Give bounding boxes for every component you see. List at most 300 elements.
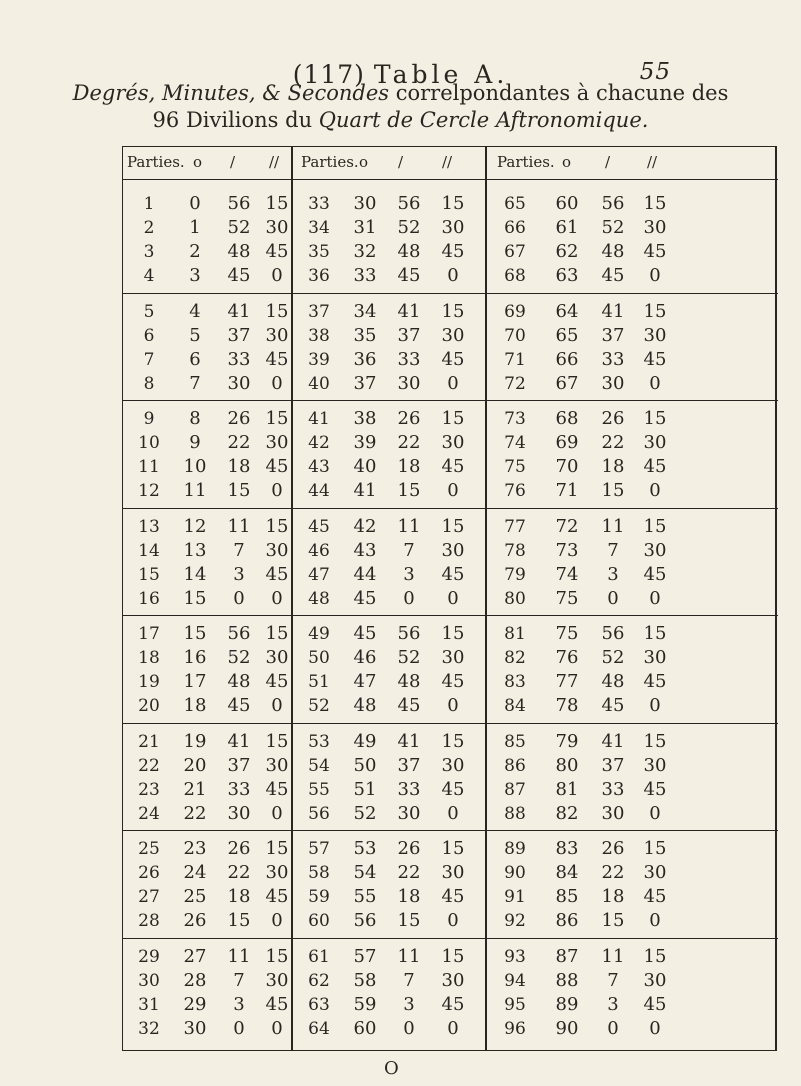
parties-cell: 33 xyxy=(308,194,330,214)
caption-ampersand: & xyxy=(262,81,281,105)
degrees-cell: 67 xyxy=(555,372,579,394)
seconds-cell: 15 xyxy=(265,730,289,752)
minutes-cell: 11 xyxy=(397,945,421,967)
minutes-cell: 26 xyxy=(227,838,251,859)
degrees-cell: 70 xyxy=(555,456,579,477)
block-divider xyxy=(293,293,487,294)
seconds-cell: 0 xyxy=(649,802,661,824)
seconds-cell: 0 xyxy=(649,587,661,609)
block-divider xyxy=(293,508,487,509)
seconds-cell: 30 xyxy=(265,432,289,453)
degrees-cell: 76 xyxy=(555,647,579,668)
minutes-cell: 18 xyxy=(227,886,251,907)
degrees-cell: 24 xyxy=(183,862,207,883)
seconds-cell: 0 xyxy=(649,265,661,286)
seconds-cell: 15 xyxy=(643,838,667,859)
seconds-cell: 0 xyxy=(271,695,283,716)
block-divider xyxy=(123,400,291,401)
seconds-cell: 15 xyxy=(643,945,667,967)
minutes-cell: 22 xyxy=(397,862,421,883)
degrees-cell: 39 xyxy=(353,432,377,453)
parties-cell: 94 xyxy=(504,970,526,991)
degrees-cell: 47 xyxy=(353,671,377,692)
parties-cell: 78 xyxy=(504,540,526,561)
minutes-cell: 52 xyxy=(227,217,251,238)
parties-cell: 38 xyxy=(308,325,330,346)
minutes-cell: 0 xyxy=(607,587,619,609)
block-divider xyxy=(123,830,291,831)
seconds-cell: 15 xyxy=(265,623,289,644)
minutes-cell: 0 xyxy=(403,587,415,609)
minutes-cell: 30 xyxy=(601,802,625,824)
parties-cell: 46 xyxy=(308,540,330,561)
seconds-cell: 15 xyxy=(265,300,289,322)
parties-cell: 63 xyxy=(308,994,330,1015)
parties-cell: 82 xyxy=(504,648,526,668)
degrees-cell: 13 xyxy=(183,539,207,561)
degrees-cell: 10 xyxy=(183,456,207,477)
parties-cell: 26 xyxy=(138,863,160,883)
minutes-cell: 37 xyxy=(601,754,625,776)
seconds-cell: 30 xyxy=(643,432,667,453)
degrees-cell: 38 xyxy=(353,408,377,429)
seconds-cell: 0 xyxy=(271,802,283,824)
seconds-cell: 0 xyxy=(271,587,283,609)
seconds-cell: 30 xyxy=(265,324,289,346)
parties-cell: 17 xyxy=(138,624,160,644)
caption-divisions: 96 Divilions du xyxy=(152,108,313,132)
minutes-cell: 45 xyxy=(227,695,251,716)
parties-cell: 50 xyxy=(308,648,330,668)
parties-cell: 21 xyxy=(138,731,160,752)
parties-cell: 40 xyxy=(308,373,330,394)
degrees-cell: 55 xyxy=(353,886,377,907)
degrees-cell: 81 xyxy=(555,778,579,800)
parties-cell: 14 xyxy=(138,540,160,561)
seconds-cell: 45 xyxy=(265,778,289,800)
header-parties: Parties. xyxy=(497,153,555,171)
parties-cell: 90 xyxy=(504,863,526,883)
minutes-cell: 33 xyxy=(227,348,251,370)
degrees-cell: 60 xyxy=(353,1017,377,1039)
seconds-cell: 15 xyxy=(441,730,465,752)
degrees-cell: 61 xyxy=(555,217,579,238)
degrees-cell: 71 xyxy=(555,480,579,501)
seconds-cell: 45 xyxy=(643,241,667,262)
minutes-cell: 48 xyxy=(227,671,251,692)
caption-secondes: Secondes xyxy=(287,81,390,105)
degrees-cell: 31 xyxy=(353,217,377,238)
minutes-cell: 26 xyxy=(601,408,625,429)
seconds-cell: 30 xyxy=(265,539,289,561)
seconds-cell: 45 xyxy=(643,886,667,907)
degrees-cell: 30 xyxy=(183,1017,207,1039)
block-divider xyxy=(487,615,778,616)
seconds-cell: 0 xyxy=(649,910,661,931)
parties-cell: 72 xyxy=(504,373,526,394)
degrees-cell: 18 xyxy=(183,695,207,716)
parties-cell: 10 xyxy=(138,433,160,453)
degrees-cell: 0 xyxy=(189,193,201,214)
block-divider xyxy=(293,400,487,401)
seconds-cell: 15 xyxy=(441,408,465,429)
parties-cell: 20 xyxy=(138,696,160,716)
seconds-cell: 30 xyxy=(643,539,667,561)
parties-cell: 53 xyxy=(308,731,330,752)
header-sec: // xyxy=(647,153,658,171)
minutes-cell: 11 xyxy=(601,515,625,537)
degrees-cell: 66 xyxy=(555,348,579,370)
minutes-cell: 18 xyxy=(227,456,251,477)
conversion-table xyxy=(122,146,777,1051)
seconds-cell: 0 xyxy=(447,802,459,824)
degrees-cell: 84 xyxy=(555,862,579,883)
minutes-cell: 41 xyxy=(397,730,421,752)
parties-cell: 23 xyxy=(138,779,160,800)
minutes-cell: 56 xyxy=(227,623,251,644)
seconds-cell: 0 xyxy=(271,1017,283,1039)
degrees-cell: 52 xyxy=(353,802,377,824)
degrees-cell: 87 xyxy=(555,945,579,967)
parties-cell: 76 xyxy=(504,481,526,501)
seconds-cell: 0 xyxy=(447,695,459,716)
seconds-cell: 15 xyxy=(643,730,667,752)
seconds-cell: 15 xyxy=(265,945,289,967)
minutes-cell: 56 xyxy=(601,623,625,644)
degrees-cell: 44 xyxy=(353,563,377,585)
block-divider xyxy=(293,723,487,724)
degrees-cell: 17 xyxy=(183,671,207,692)
parties-cell: 74 xyxy=(504,433,526,453)
seconds-cell: 15 xyxy=(643,623,667,644)
seconds-cell: 45 xyxy=(441,886,465,907)
minutes-cell: 37 xyxy=(601,324,625,346)
seconds-cell: 45 xyxy=(643,778,667,800)
block-divider xyxy=(487,723,778,724)
minutes-cell: 18 xyxy=(397,886,421,907)
seconds-cell: 45 xyxy=(441,563,465,585)
parties-cell: 88 xyxy=(504,803,526,824)
degrees-cell: 6 xyxy=(189,348,201,370)
parties-cell: 52 xyxy=(308,696,330,716)
seconds-cell: 30 xyxy=(643,324,667,346)
degrees-cell: 72 xyxy=(555,515,579,537)
seconds-cell: 15 xyxy=(643,300,667,322)
degrees-cell: 75 xyxy=(555,623,579,644)
degrees-cell: 56 xyxy=(353,910,377,931)
minutes-cell: 52 xyxy=(601,647,625,668)
minutes-cell: 33 xyxy=(227,778,251,800)
minutes-cell: 15 xyxy=(397,480,421,501)
seconds-cell: 0 xyxy=(649,1017,661,1039)
header-min: / xyxy=(230,153,236,171)
parties-cell: 12 xyxy=(138,481,160,501)
parties-cell: 24 xyxy=(138,803,160,824)
degrees-cell: 58 xyxy=(353,969,377,991)
degrees-cell: 68 xyxy=(555,408,579,429)
block-divider xyxy=(293,938,487,939)
minutes-cell: 7 xyxy=(403,969,415,991)
minutes-cell: 45 xyxy=(227,265,251,286)
minutes-cell: 48 xyxy=(227,241,251,262)
seconds-cell: 30 xyxy=(441,862,465,883)
degrees-cell: 90 xyxy=(555,1017,579,1039)
block-divider xyxy=(487,508,778,509)
degrees-cell: 34 xyxy=(353,300,377,322)
header-min: / xyxy=(605,153,611,171)
seconds-cell: 45 xyxy=(643,671,667,692)
seconds-cell: 45 xyxy=(643,563,667,585)
parties-cell: 96 xyxy=(504,1018,526,1039)
seconds-cell: 0 xyxy=(447,372,459,394)
parties-cell: 70 xyxy=(504,325,526,346)
degrees-cell: 37 xyxy=(353,372,377,394)
degrees-cell: 48 xyxy=(353,695,377,716)
degrees-cell: 89 xyxy=(555,993,579,1015)
degrees-cell: 79 xyxy=(555,730,579,752)
parties-cell: 67 xyxy=(504,242,526,262)
block-divider xyxy=(487,938,778,939)
block-divider xyxy=(123,938,291,939)
seconds-cell: 0 xyxy=(447,587,459,609)
seconds-cell: 15 xyxy=(265,408,289,429)
seconds-cell: 0 xyxy=(271,910,283,931)
parties-cell: 58 xyxy=(308,863,330,883)
degrees-cell: 14 xyxy=(183,563,207,585)
seconds-cell: 45 xyxy=(265,886,289,907)
minutes-cell: 22 xyxy=(227,862,251,883)
parties-cell: 68 xyxy=(504,266,526,286)
minutes-cell: 33 xyxy=(601,348,625,370)
minutes-cell: 3 xyxy=(403,563,415,585)
parties-cell: 1 xyxy=(143,194,155,214)
minutes-cell: 37 xyxy=(227,324,251,346)
minutes-cell: 18 xyxy=(397,456,421,477)
minutes-cell: 3 xyxy=(233,993,245,1015)
degrees-cell: 23 xyxy=(183,838,207,859)
minutes-cell: 26 xyxy=(397,408,421,429)
degrees-cell: 11 xyxy=(183,480,207,501)
header-deg: o xyxy=(562,153,572,171)
parties-cell: 25 xyxy=(138,839,160,859)
degrees-cell: 40 xyxy=(353,456,377,477)
block-divider xyxy=(293,615,487,616)
degrees-cell: 45 xyxy=(353,587,377,609)
degrees-cell: 12 xyxy=(183,515,207,537)
degrees-cell: 50 xyxy=(353,754,377,776)
parties-cell: 6 xyxy=(143,325,155,346)
parties-cell: 27 xyxy=(138,887,160,907)
header-parties: Parties. xyxy=(127,153,185,171)
degrees-cell: 19 xyxy=(183,730,207,752)
header-min: / xyxy=(398,153,404,171)
minutes-cell: 15 xyxy=(227,910,251,931)
minutes-cell: 37 xyxy=(227,754,251,776)
seconds-cell: 45 xyxy=(441,241,465,262)
page-ref: (117) xyxy=(292,60,365,89)
parties-cell: 51 xyxy=(308,672,330,692)
seconds-cell: 45 xyxy=(643,348,667,370)
parties-cell: 83 xyxy=(504,672,526,692)
parties-cell: 95 xyxy=(504,994,526,1015)
minutes-cell: 48 xyxy=(397,671,421,692)
seconds-cell: 30 xyxy=(441,432,465,453)
parties-cell: 42 xyxy=(308,433,330,453)
degrees-cell: 21 xyxy=(183,778,207,800)
degrees-cell: 62 xyxy=(555,241,579,262)
parties-cell: 89 xyxy=(504,839,526,859)
degrees-cell: 45 xyxy=(353,623,377,644)
minutes-cell: 48 xyxy=(397,241,421,262)
column-header xyxy=(293,147,487,180)
seconds-cell: 30 xyxy=(265,969,289,991)
minutes-cell: 30 xyxy=(397,372,421,394)
header-deg: o xyxy=(193,153,203,171)
catchword: O xyxy=(384,1058,399,1079)
degrees-cell: 54 xyxy=(353,862,377,883)
parties-cell: 69 xyxy=(504,301,526,322)
seconds-cell: 30 xyxy=(643,754,667,776)
minutes-cell: 48 xyxy=(601,671,625,692)
minutes-cell: 41 xyxy=(227,300,251,322)
parties-cell: 3 xyxy=(143,242,155,262)
parties-cell: 31 xyxy=(138,994,160,1015)
parties-cell: 64 xyxy=(308,1018,330,1039)
minutes-cell: 3 xyxy=(233,563,245,585)
block-divider xyxy=(487,400,778,401)
degrees-cell: 78 xyxy=(555,695,579,716)
degrees-cell: 60 xyxy=(555,193,579,214)
minutes-cell: 33 xyxy=(601,778,625,800)
degrees-cell: 15 xyxy=(183,587,207,609)
parties-cell: 79 xyxy=(504,564,526,585)
minutes-cell: 30 xyxy=(227,372,251,394)
degrees-cell: 42 xyxy=(353,515,377,537)
minutes-cell: 3 xyxy=(403,993,415,1015)
parties-cell: 32 xyxy=(138,1018,160,1039)
seconds-cell: 30 xyxy=(441,969,465,991)
parties-cell: 45 xyxy=(308,516,330,537)
parties-cell: 35 xyxy=(308,242,330,262)
seconds-cell: 15 xyxy=(643,408,667,429)
parties-cell: 87 xyxy=(504,779,526,800)
seconds-cell: 45 xyxy=(265,348,289,370)
parties-cell: 54 xyxy=(308,755,330,776)
seconds-cell: 0 xyxy=(649,372,661,394)
minutes-cell: 3 xyxy=(607,563,619,585)
parties-cell: 55 xyxy=(308,779,330,800)
seconds-cell: 45 xyxy=(265,456,289,477)
degrees-cell: 3 xyxy=(189,265,201,286)
minutes-cell: 7 xyxy=(233,969,245,991)
degrees-cell: 26 xyxy=(183,910,207,931)
caption-minutes: Minutes, xyxy=(161,81,256,105)
seconds-cell: 45 xyxy=(265,671,289,692)
parties-cell: 30 xyxy=(138,970,160,991)
seconds-cell: 0 xyxy=(271,480,283,501)
parties-cell: 11 xyxy=(138,457,160,477)
seconds-cell: 30 xyxy=(643,217,667,238)
degrees-cell: 16 xyxy=(183,647,207,668)
degrees-cell: 49 xyxy=(353,730,377,752)
degrees-cell: 27 xyxy=(183,945,207,967)
minutes-cell: 52 xyxy=(397,217,421,238)
parties-cell: 44 xyxy=(308,481,330,501)
block-divider xyxy=(123,293,291,294)
minutes-cell: 56 xyxy=(397,623,421,644)
minutes-cell: 33 xyxy=(397,778,421,800)
minutes-cell: 15 xyxy=(601,910,625,931)
caption-rest-line1: correlpondantes à chacune des xyxy=(395,81,729,105)
seconds-cell: 30 xyxy=(265,862,289,883)
seconds-cell: 15 xyxy=(643,515,667,537)
degrees-cell: 88 xyxy=(555,969,579,991)
degrees-cell: 57 xyxy=(353,945,377,967)
seconds-cell: 15 xyxy=(441,193,465,214)
parties-cell: 13 xyxy=(138,516,160,537)
minutes-cell: 11 xyxy=(227,515,251,537)
degrees-cell: 15 xyxy=(183,623,207,644)
parties-cell: 62 xyxy=(308,970,330,991)
degrees-cell: 63 xyxy=(555,265,579,286)
seconds-cell: 30 xyxy=(441,647,465,668)
parties-cell: 57 xyxy=(308,839,330,859)
minutes-cell: 37 xyxy=(397,324,421,346)
seconds-cell: 30 xyxy=(441,324,465,346)
minutes-cell: 45 xyxy=(601,265,625,286)
parties-cell: 81 xyxy=(504,624,526,644)
parties-cell: 65 xyxy=(504,194,526,214)
minutes-cell: 7 xyxy=(607,539,619,561)
minutes-cell: 18 xyxy=(601,456,625,477)
minutes-cell: 33 xyxy=(397,348,421,370)
parties-cell: 41 xyxy=(308,409,330,429)
seconds-cell: 30 xyxy=(441,217,465,238)
page-number: 55 xyxy=(639,59,671,85)
degrees-cell: 82 xyxy=(555,802,579,824)
degrees-cell: 75 xyxy=(555,587,579,609)
degrees-cell: 1 xyxy=(189,217,201,238)
seconds-cell: 30 xyxy=(265,217,289,238)
header-parties: Parties. xyxy=(301,153,359,171)
seconds-cell: 45 xyxy=(265,241,289,262)
degrees-cell: 69 xyxy=(555,432,579,453)
minutes-cell: 56 xyxy=(227,193,251,214)
block-divider xyxy=(293,830,487,831)
minutes-cell: 22 xyxy=(397,432,421,453)
seconds-cell: 15 xyxy=(441,945,465,967)
minutes-cell: 22 xyxy=(601,432,625,453)
parties-cell: 15 xyxy=(138,564,160,585)
parties-cell: 91 xyxy=(504,887,526,907)
caption-quart: Quart de Cercle Aftronomique. xyxy=(318,108,649,132)
seconds-cell: 45 xyxy=(643,993,667,1015)
parties-cell: 56 xyxy=(308,803,330,824)
block-divider xyxy=(487,830,778,831)
degrees-cell: 59 xyxy=(353,993,377,1015)
table-title: Table A. xyxy=(373,60,509,89)
parties-cell: 59 xyxy=(308,887,330,907)
block-divider xyxy=(487,293,778,294)
parties-cell: 7 xyxy=(143,349,155,370)
degrees-cell: 83 xyxy=(555,838,579,859)
minutes-cell: 7 xyxy=(607,969,619,991)
seconds-cell: 0 xyxy=(447,1017,459,1039)
parties-cell: 29 xyxy=(138,946,160,967)
minutes-cell: 37 xyxy=(397,754,421,776)
seconds-cell: 0 xyxy=(447,910,459,931)
parties-cell: 22 xyxy=(138,755,160,776)
